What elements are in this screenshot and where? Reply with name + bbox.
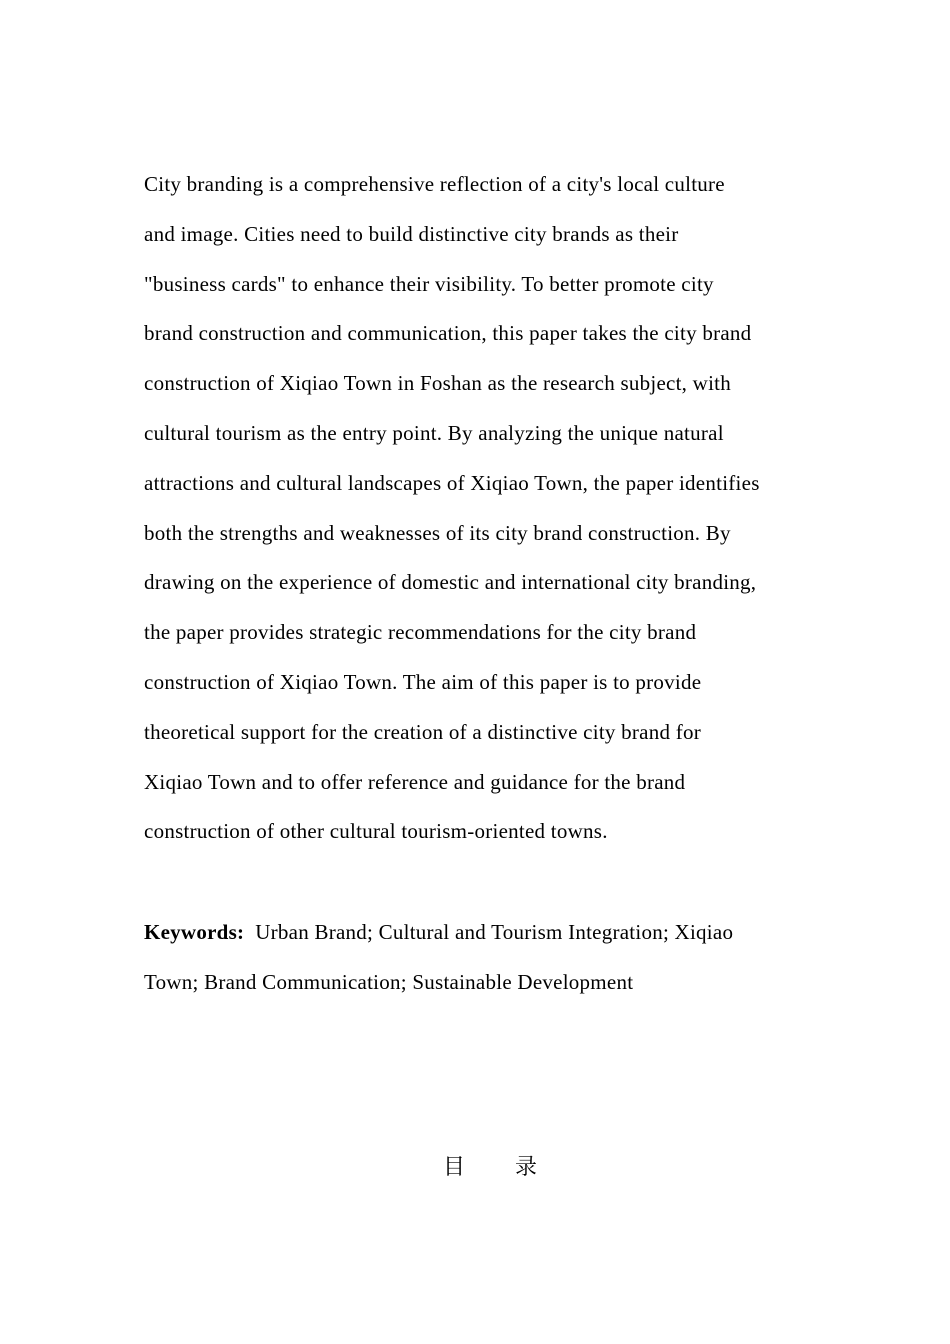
keywords-text-1: Urban Brand; Cultural and Tourism Integration; Xiqiao — [255, 920, 734, 944]
toc-title-char-2: 录 — [515, 1155, 538, 1180]
keywords-text-2: Town; Brand Communication; Sustainable Development — [144, 970, 634, 994]
abstract-line: brand construction and communication, this paper takes the city brand — [144, 321, 752, 346]
abstract-line: construction of other cultural tourism-oriented towns. — [144, 819, 608, 844]
abstract-line: Xiqiao Town and to offer reference and guidance for the brand — [144, 769, 686, 794]
keywords-label: Keywords: — [144, 920, 245, 944]
abstract-line: the paper provides strategic recommendations for the city brand — [144, 620, 697, 645]
abstract-line: construction of Xiqiao Town. The aim of this paper is to provide — [144, 669, 702, 694]
abstract-line: construction of Xiqiao Town in Foshan as the research subject, with — [144, 371, 732, 396]
abstract-line: theoretical support for the creation of a distinctive city brand for — [144, 719, 701, 744]
abstract-line: both the strengths and weaknesses of its city brand construction. By — [144, 520, 731, 545]
abstract-line: City branding is a comprehensive reflection of a city's local culture — [144, 172, 725, 196]
table-of-contents-heading — [0, 1148, 950, 1188]
abstract-paragraph — [144, 160, 844, 857]
abstract-line: drawing on the experience of domestic and international city branding, — [144, 570, 757, 595]
abstract-line: cultural tourism as the entry point. By analyzing the unique natural — [144, 420, 724, 445]
abstract-line: and image. Cities need to build distinctive city brands as their — [144, 221, 679, 246]
abstract-line: "business cards" to enhance their visibility. To better promote city — [144, 271, 714, 296]
keywords-paragraph — [144, 907, 844, 1007]
abstract-line: attractions and cultural landscapes of Xiqiao Town, the paper identifies — [144, 470, 760, 495]
toc-title-char-1: 目 — [442, 1155, 465, 1180]
keywords-line-1 — [144, 907, 844, 957]
